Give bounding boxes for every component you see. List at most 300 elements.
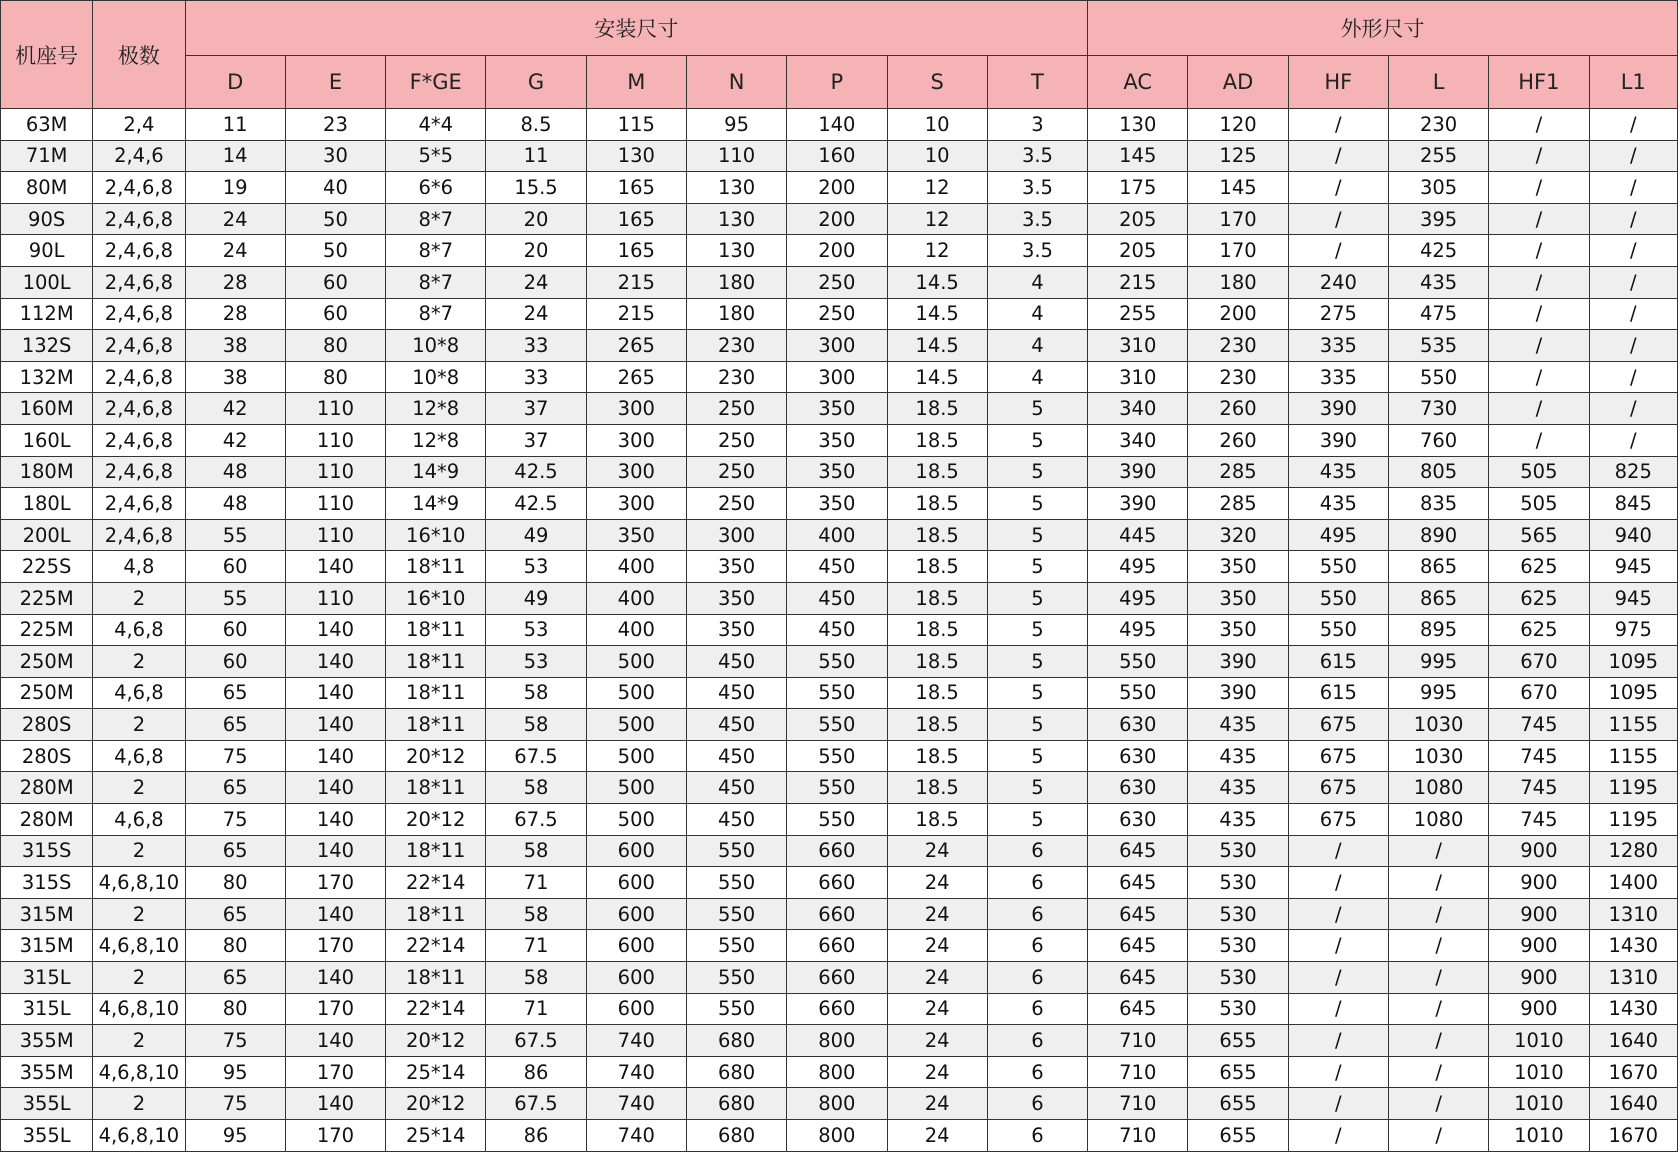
table-row bbox=[1, 614, 1678, 646]
table-cell: 50 bbox=[285, 203, 385, 235]
table-cell: 14*9 bbox=[386, 456, 486, 488]
table-cell: 1010 bbox=[1489, 1056, 1589, 1088]
cell-model: 355L bbox=[1, 1088, 93, 1120]
table-cell: 48 bbox=[185, 456, 285, 488]
table-cell: 395 bbox=[1388, 203, 1488, 235]
cell-poles: 4,6,8 bbox=[93, 614, 185, 646]
table-cell: 660 bbox=[787, 993, 887, 1025]
table-cell: 18.5 bbox=[887, 804, 987, 836]
table-cell: 6 bbox=[987, 962, 1087, 994]
table-cell: 350 bbox=[787, 424, 887, 456]
table-cell: / bbox=[1388, 1088, 1488, 1120]
table-cell: / bbox=[1489, 109, 1589, 141]
table-cell: 8*7 bbox=[386, 235, 486, 267]
table-cell: 18.5 bbox=[887, 519, 987, 551]
table-cell: 130 bbox=[1088, 109, 1188, 141]
table-cell: 300 bbox=[586, 488, 686, 520]
table-cell: 140 bbox=[285, 772, 385, 804]
table-cell: 18.5 bbox=[887, 424, 987, 456]
table-cell: 110 bbox=[686, 140, 786, 172]
table-cell: 18.5 bbox=[887, 709, 987, 741]
table-cell: 60 bbox=[185, 646, 285, 678]
table-cell: 170 bbox=[1188, 235, 1288, 267]
table-cell: 390 bbox=[1088, 488, 1188, 520]
table-cell: / bbox=[1288, 898, 1388, 930]
table-cell: 6 bbox=[987, 1056, 1087, 1088]
table-cell: 6 bbox=[987, 1025, 1087, 1057]
table-cell: 165 bbox=[586, 235, 686, 267]
table-cell: 130 bbox=[686, 203, 786, 235]
cell-model: 112M bbox=[1, 298, 93, 330]
table-cell: 37 bbox=[486, 424, 586, 456]
table-cell: 600 bbox=[586, 867, 686, 899]
table-cell: 400 bbox=[586, 614, 686, 646]
table-cell: 200 bbox=[1188, 298, 1288, 330]
table-cell: 300 bbox=[586, 393, 686, 425]
table-cell: 945 bbox=[1589, 582, 1677, 614]
table-cell: 1430 bbox=[1589, 993, 1677, 1025]
table-cell: 655 bbox=[1188, 1056, 1288, 1088]
table-cell: 390 bbox=[1288, 424, 1388, 456]
table-cell: 285 bbox=[1188, 456, 1288, 488]
table-cell: 140 bbox=[285, 835, 385, 867]
table-cell: 550 bbox=[787, 677, 887, 709]
table-row bbox=[1, 898, 1678, 930]
cell-poles: 4,6,8,10 bbox=[93, 1120, 185, 1152]
table-cell: 1640 bbox=[1589, 1025, 1677, 1057]
table-cell: 340 bbox=[1088, 424, 1188, 456]
table-cell: 865 bbox=[1388, 582, 1488, 614]
table-cell: / bbox=[1288, 930, 1388, 962]
table-cell: 50 bbox=[285, 235, 385, 267]
table-row bbox=[1, 1056, 1678, 1088]
cell-model: 225M bbox=[1, 582, 93, 614]
table-cell: 6 bbox=[987, 1088, 1087, 1120]
table-cell: 550 bbox=[686, 930, 786, 962]
table-cell: 18.5 bbox=[887, 393, 987, 425]
table-cell: 350 bbox=[1188, 614, 1288, 646]
table-cell: / bbox=[1589, 393, 1677, 425]
table-cell: 435 bbox=[1188, 804, 1288, 836]
table-cell: 340 bbox=[1088, 393, 1188, 425]
table-cell: 805 bbox=[1388, 456, 1488, 488]
table-cell: 645 bbox=[1088, 835, 1188, 867]
table-row bbox=[1, 993, 1678, 1025]
table-cell: 450 bbox=[787, 582, 887, 614]
table-cell: 940 bbox=[1589, 519, 1677, 551]
table-cell: 215 bbox=[586, 298, 686, 330]
table-cell: 5 bbox=[987, 740, 1087, 772]
table-cell: 24 bbox=[887, 898, 987, 930]
table-cell: 20*12 bbox=[386, 804, 486, 836]
table-cell: 18.5 bbox=[887, 677, 987, 709]
table-cell: 5 bbox=[987, 677, 1087, 709]
cell-model: 71M bbox=[1, 140, 93, 172]
table-cell: 300 bbox=[586, 424, 686, 456]
table-cell: 745 bbox=[1489, 772, 1589, 804]
cell-poles: 2,4,6,8 bbox=[93, 235, 185, 267]
cell-model: 355M bbox=[1, 1025, 93, 1057]
table-cell: 495 bbox=[1088, 614, 1188, 646]
cell-model: 280S bbox=[1, 740, 93, 772]
table-cell: 140 bbox=[285, 1025, 385, 1057]
table-cell: 16*10 bbox=[386, 519, 486, 551]
table-cell: 24 bbox=[887, 867, 987, 899]
header-col: N bbox=[686, 56, 786, 109]
table-cell: 8.5 bbox=[486, 109, 586, 141]
table-cell: 740 bbox=[586, 1088, 686, 1120]
table-cell: 6*6 bbox=[386, 172, 486, 204]
table-cell: 230 bbox=[686, 330, 786, 362]
cell-model: 280M bbox=[1, 804, 93, 836]
table-cell: 710 bbox=[1088, 1056, 1188, 1088]
table-cell: 165 bbox=[586, 203, 686, 235]
table-cell: 1010 bbox=[1489, 1025, 1589, 1057]
table-cell: 800 bbox=[787, 1056, 887, 1088]
table-cell: / bbox=[1489, 140, 1589, 172]
table-cell: 1010 bbox=[1489, 1088, 1589, 1120]
table-cell: 28 bbox=[185, 298, 285, 330]
table-cell: 645 bbox=[1088, 867, 1188, 899]
cell-poles: 4,6,8 bbox=[93, 677, 185, 709]
table-cell: 1155 bbox=[1589, 740, 1677, 772]
table-cell: 425 bbox=[1388, 235, 1488, 267]
table-cell: 550 bbox=[1288, 582, 1388, 614]
table-cell: 675 bbox=[1288, 804, 1388, 836]
table-header bbox=[1, 1, 1678, 109]
cell-poles: 4,6,8,10 bbox=[93, 930, 185, 962]
table-cell: 180 bbox=[686, 298, 786, 330]
table-cell: 450 bbox=[686, 804, 786, 836]
table-cell: 600 bbox=[586, 898, 686, 930]
table-row bbox=[1, 772, 1678, 804]
table-cell: 800 bbox=[787, 1120, 887, 1152]
table-cell: 550 bbox=[787, 772, 887, 804]
table-cell: 660 bbox=[787, 898, 887, 930]
table-cell: 435 bbox=[1288, 456, 1388, 488]
cell-model: 355M bbox=[1, 1056, 93, 1088]
cell-poles: 2 bbox=[93, 835, 185, 867]
table-cell: 530 bbox=[1188, 930, 1288, 962]
table-cell: 230 bbox=[1388, 109, 1488, 141]
table-cell: 37 bbox=[486, 393, 586, 425]
header-group-outline: 外形尺寸 bbox=[1088, 1, 1678, 56]
table-cell: 250 bbox=[787, 266, 887, 298]
table-cell: 800 bbox=[787, 1088, 887, 1120]
table-cell: 5 bbox=[987, 709, 1087, 741]
table-cell: 18.5 bbox=[887, 740, 987, 772]
table-cell: / bbox=[1388, 1025, 1488, 1057]
table-row bbox=[1, 488, 1678, 520]
table-cell: 14.5 bbox=[887, 298, 987, 330]
cell-poles: 4,6,8,10 bbox=[93, 1056, 185, 1088]
table-cell: 42 bbox=[185, 424, 285, 456]
table-cell: / bbox=[1388, 962, 1488, 994]
table-row bbox=[1, 646, 1678, 678]
table-cell: 390 bbox=[1188, 677, 1288, 709]
table-cell: 55 bbox=[185, 519, 285, 551]
header-col: L bbox=[1388, 56, 1488, 109]
table-cell: 140 bbox=[285, 740, 385, 772]
table-cell: 95 bbox=[185, 1056, 285, 1088]
table-cell: / bbox=[1288, 1025, 1388, 1057]
table-cell: 680 bbox=[686, 1056, 786, 1088]
table-cell: 630 bbox=[1088, 804, 1188, 836]
table-cell: 120 bbox=[1188, 109, 1288, 141]
table-cell: 300 bbox=[686, 519, 786, 551]
table-cell: 495 bbox=[1088, 582, 1188, 614]
table-cell: 600 bbox=[586, 835, 686, 867]
cell-poles: 2 bbox=[93, 898, 185, 930]
table-cell: 530 bbox=[1188, 898, 1288, 930]
table-cell: 645 bbox=[1088, 930, 1188, 962]
table-cell: / bbox=[1589, 266, 1677, 298]
table-cell: 645 bbox=[1088, 898, 1188, 930]
cell-model: 315M bbox=[1, 930, 93, 962]
table-cell: 335 bbox=[1288, 361, 1388, 393]
table-cell: 6 bbox=[987, 867, 1087, 899]
table-cell: 945 bbox=[1589, 551, 1677, 583]
table-cell: 660 bbox=[787, 930, 887, 962]
cell-poles: 2 bbox=[93, 709, 185, 741]
cell-poles: 4,8 bbox=[93, 551, 185, 583]
table-cell: 740 bbox=[586, 1056, 686, 1088]
table-cell: 24 bbox=[887, 835, 987, 867]
table-cell: 745 bbox=[1489, 804, 1589, 836]
table-cell: 140 bbox=[285, 1088, 385, 1120]
table-cell: 18*11 bbox=[386, 772, 486, 804]
table-cell: 15.5 bbox=[486, 172, 586, 204]
table-cell: 265 bbox=[586, 361, 686, 393]
table-cell: 14*9 bbox=[386, 488, 486, 520]
table-row bbox=[1, 551, 1678, 583]
table-cell: 495 bbox=[1288, 519, 1388, 551]
table-cell: 140 bbox=[285, 962, 385, 994]
table-row bbox=[1, 677, 1678, 709]
table-cell: 550 bbox=[787, 804, 887, 836]
table-cell: 20*12 bbox=[386, 740, 486, 772]
table-cell: 110 bbox=[285, 582, 385, 614]
table-cell: 1280 bbox=[1589, 835, 1677, 867]
table-cell: 140 bbox=[285, 551, 385, 583]
table-cell: 495 bbox=[1088, 551, 1188, 583]
table-cell: 255 bbox=[1388, 140, 1488, 172]
header-col: P bbox=[787, 56, 887, 109]
table-cell: 670 bbox=[1489, 646, 1589, 678]
table-cell: 1400 bbox=[1589, 867, 1677, 899]
cell-model: 315S bbox=[1, 835, 93, 867]
table-cell: 550 bbox=[1288, 551, 1388, 583]
table-cell: 75 bbox=[185, 804, 285, 836]
cell-model: 315L bbox=[1, 993, 93, 1025]
table-cell: 3.5 bbox=[987, 235, 1087, 267]
table-cell: 645 bbox=[1088, 993, 1188, 1025]
table-cell: 71 bbox=[486, 867, 586, 899]
table-cell: 400 bbox=[586, 582, 686, 614]
table-cell: 58 bbox=[486, 772, 586, 804]
table-row bbox=[1, 835, 1678, 867]
cell-poles: 4,6,8,10 bbox=[93, 867, 185, 899]
table-cell: 565 bbox=[1489, 519, 1589, 551]
table-cell: 505 bbox=[1489, 488, 1589, 520]
header-row-groups bbox=[1, 1, 1678, 56]
table-cell: 630 bbox=[1088, 772, 1188, 804]
table-cell: 75 bbox=[185, 1025, 285, 1057]
table-cell: 305 bbox=[1388, 172, 1488, 204]
table-row bbox=[1, 266, 1678, 298]
table-cell: 530 bbox=[1188, 962, 1288, 994]
table-cell: 75 bbox=[185, 1088, 285, 1120]
table-cell: 71 bbox=[486, 993, 586, 1025]
table-cell: / bbox=[1288, 835, 1388, 867]
table-cell: 38 bbox=[185, 361, 285, 393]
table-cell: 65 bbox=[185, 962, 285, 994]
table-cell: 435 bbox=[1288, 488, 1388, 520]
table-cell: 900 bbox=[1489, 898, 1589, 930]
table-cell: 680 bbox=[686, 1025, 786, 1057]
table-row bbox=[1, 519, 1678, 551]
table-cell: 22*14 bbox=[386, 993, 486, 1025]
table-cell: 12 bbox=[887, 172, 987, 204]
table-cell: 20 bbox=[486, 203, 586, 235]
table-cell: / bbox=[1388, 930, 1488, 962]
table-cell: 60 bbox=[285, 298, 385, 330]
table-cell: 265 bbox=[586, 330, 686, 362]
table-cell: 10*8 bbox=[386, 361, 486, 393]
table-cell: 500 bbox=[586, 740, 686, 772]
table-cell: 95 bbox=[185, 1120, 285, 1152]
cell-poles: 2,4,6,8 bbox=[93, 393, 185, 425]
cell-poles: 2 bbox=[93, 646, 185, 678]
table-row bbox=[1, 330, 1678, 362]
cell-poles: 2,4,6,8 bbox=[93, 298, 185, 330]
table-cell: 350 bbox=[787, 393, 887, 425]
cell-poles: 2,4,6,8 bbox=[93, 424, 185, 456]
table-cell: 80 bbox=[185, 867, 285, 899]
table-cell: 6 bbox=[987, 993, 1087, 1025]
table-cell: / bbox=[1288, 140, 1388, 172]
table-cell: 65 bbox=[185, 835, 285, 867]
table-cell: 300 bbox=[787, 361, 887, 393]
table-cell: 58 bbox=[486, 709, 586, 741]
table-cell: 975 bbox=[1589, 614, 1677, 646]
cell-model: 280S bbox=[1, 709, 93, 741]
header-group-install: 安装尺寸 bbox=[185, 1, 1088, 56]
header-col: AC bbox=[1088, 56, 1188, 109]
cell-poles: 2,4,6,8 bbox=[93, 172, 185, 204]
table-cell: 12 bbox=[887, 235, 987, 267]
table-cell: 86 bbox=[486, 1056, 586, 1088]
table-cell: 740 bbox=[586, 1025, 686, 1057]
table-cell: 60 bbox=[185, 614, 285, 646]
table-cell: 630 bbox=[1088, 709, 1188, 741]
header-row-columns bbox=[1, 56, 1678, 109]
table-cell: 500 bbox=[586, 772, 686, 804]
table-cell: 80 bbox=[185, 930, 285, 962]
table-cell: 670 bbox=[1489, 677, 1589, 709]
table-cell: 10 bbox=[887, 140, 987, 172]
table-cell: 60 bbox=[185, 551, 285, 583]
table-cell: 600 bbox=[586, 930, 686, 962]
table-cell: 60 bbox=[285, 266, 385, 298]
table-cell: 22*14 bbox=[386, 867, 486, 899]
table-cell: / bbox=[1489, 393, 1589, 425]
header-col: AD bbox=[1188, 56, 1288, 109]
table-cell: 3.5 bbox=[987, 140, 1087, 172]
table-cell: / bbox=[1489, 172, 1589, 204]
table-cell: 655 bbox=[1188, 1088, 1288, 1120]
table-cell: 660 bbox=[787, 962, 887, 994]
table-cell: / bbox=[1589, 172, 1677, 204]
table-cell: 5 bbox=[987, 614, 1087, 646]
table-row bbox=[1, 804, 1678, 836]
table-cell: 200 bbox=[787, 235, 887, 267]
table-cell: 5*5 bbox=[386, 140, 486, 172]
table-cell: 19 bbox=[185, 172, 285, 204]
table-cell: 995 bbox=[1388, 646, 1488, 678]
cell-model: 132S bbox=[1, 330, 93, 362]
table-cell: / bbox=[1288, 993, 1388, 1025]
table-cell: 18.5 bbox=[887, 772, 987, 804]
cell-poles: 2,4,6,8 bbox=[93, 488, 185, 520]
cell-model: 63M bbox=[1, 109, 93, 141]
table-cell: / bbox=[1489, 235, 1589, 267]
table-cell: 22*14 bbox=[386, 930, 486, 962]
table-cell: 550 bbox=[1288, 614, 1388, 646]
table-cell: 24 bbox=[887, 1120, 987, 1152]
table-cell: 67.5 bbox=[486, 1088, 586, 1120]
table-cell: 18.5 bbox=[887, 456, 987, 488]
table-cell: 390 bbox=[1288, 393, 1388, 425]
table-cell: 140 bbox=[787, 109, 887, 141]
table-cell: 6 bbox=[987, 898, 1087, 930]
header-col: E bbox=[285, 56, 385, 109]
table-cell: 58 bbox=[486, 677, 586, 709]
table-cell: 350 bbox=[686, 582, 786, 614]
table-cell: 450 bbox=[686, 772, 786, 804]
table-cell: 1080 bbox=[1388, 804, 1488, 836]
table-cell: 75 bbox=[185, 740, 285, 772]
table-cell: 310 bbox=[1088, 361, 1188, 393]
table-cell: 1430 bbox=[1589, 930, 1677, 962]
table-cell: 4*4 bbox=[386, 109, 486, 141]
table-cell: 67.5 bbox=[486, 740, 586, 772]
table-cell: 230 bbox=[686, 361, 786, 393]
table-cell: 660 bbox=[787, 835, 887, 867]
table-cell: 300 bbox=[787, 330, 887, 362]
table-cell: 250 bbox=[686, 424, 786, 456]
table-cell: 14 bbox=[185, 140, 285, 172]
table-cell: 550 bbox=[686, 962, 786, 994]
table-cell: 450 bbox=[686, 646, 786, 678]
table-cell: 435 bbox=[1388, 266, 1488, 298]
table-cell: / bbox=[1489, 203, 1589, 235]
table-row bbox=[1, 1120, 1678, 1152]
table-cell: 680 bbox=[686, 1120, 786, 1152]
table-cell: 240 bbox=[1288, 266, 1388, 298]
table-cell: 53 bbox=[486, 614, 586, 646]
table-cell: 12 bbox=[887, 203, 987, 235]
table-cell: 80 bbox=[285, 330, 385, 362]
table-cell: 48 bbox=[185, 488, 285, 520]
table-cell: 320 bbox=[1188, 519, 1288, 551]
table-cell: 58 bbox=[486, 962, 586, 994]
table-cell: 710 bbox=[1088, 1120, 1188, 1152]
table-cell: 8*7 bbox=[386, 203, 486, 235]
table-cell: / bbox=[1589, 298, 1677, 330]
header-col: HF bbox=[1288, 56, 1388, 109]
table-cell: 655 bbox=[1188, 1120, 1288, 1152]
